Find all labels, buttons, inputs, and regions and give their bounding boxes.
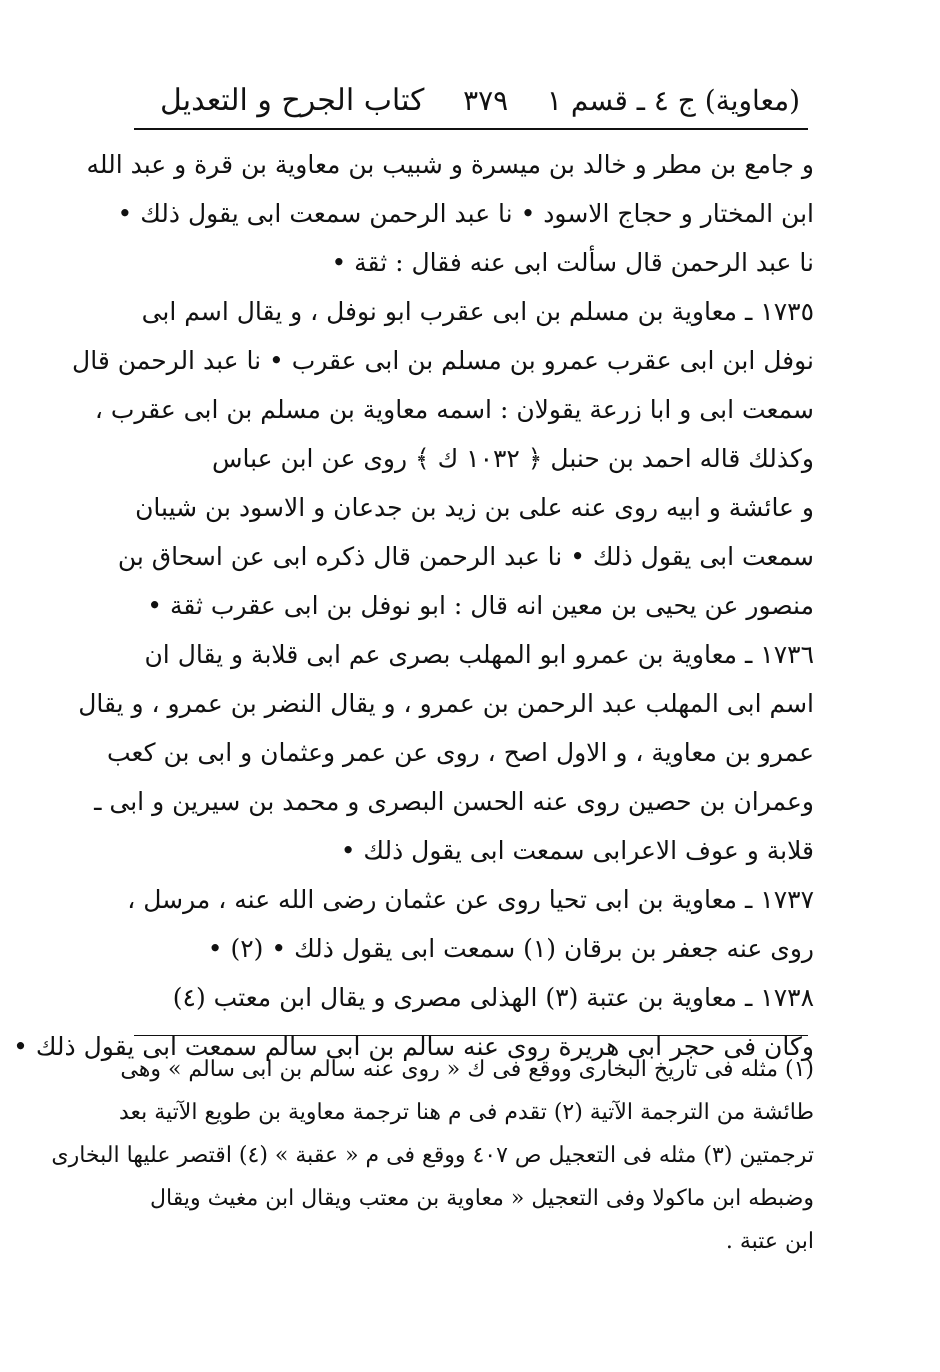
text-line: وعمران بن حصين روى عنه الحسن البصرى و محمد بن سيرين و ابى ـ bbox=[94, 787, 814, 816]
main-text bbox=[13, 140, 814, 1071]
entry-1735-start: ١٧٣٥ ـ معاوية بن مسلم بن ابى عقرب ابو نوفل ، و يقال اسم ابى bbox=[141, 297, 814, 326]
footnote-line: ترجمتين (٣) مثله فى التعجيل ص ٤٠٧ ووقع فى م « عقبة » (٤) اقتصر عليها البخارى bbox=[51, 1143, 814, 1168]
entry-1736-start: ١٧٣٦ ـ معاوية بن عمرو ابو المهلب بصرى عم ابى قلابة و يقال ان bbox=[144, 640, 814, 669]
footnote-line: ابن عتبة . bbox=[725, 1229, 814, 1254]
text-line: ابن المختار و حجاج الاسود • نا عبد الرحمن سمعت ابى يقول ذلك • bbox=[117, 199, 814, 228]
text-line: منصور عن يحيى بن معين انه قال : ابو نوفل بن ابى عقرب ثقة • bbox=[147, 591, 814, 620]
text-line: سمعت ابى يقول ذلك • نا عبد الرحمن قال ذكره ابى عن اسحاق بن bbox=[117, 542, 814, 571]
text-line: و عائشة و ابيه روى عنه على بن زيد بن جدعان و الاسود بن شيبان bbox=[135, 493, 814, 522]
text-line: و جامع بن مطر و خالد بن ميسرة و شبيب بن معاوية بن قرة و عبد الله bbox=[86, 150, 814, 179]
volume-section: (معاوية) ج ٤ ـ قسم ١ bbox=[546, 83, 800, 117]
text-line: وكان فى حجر ابى هريرة روى عنه سالم بن ابى سالم سمعت ابى يقول ذلك • bbox=[13, 1032, 814, 1061]
entry-1738-start: ١٧٣٨ ـ معاوية بن عتبة (٣) الهذلى مصرى و يقال ابن معتب (٤) bbox=[172, 983, 814, 1012]
page-number: ٣٧٩ bbox=[463, 83, 509, 117]
text-line: روى عنه جعفر بن برقان (١) سمعت ابى يقول ذلك • (٢) • bbox=[207, 934, 814, 963]
text-line: قلابة و عوف الاعرابى سمعت ابى يقول ذلك • bbox=[340, 836, 814, 865]
footnotes bbox=[51, 1048, 814, 1263]
text-line: نا عبد الرحمن قال سألت ابى عنه فقال : ثقة • bbox=[331, 248, 814, 277]
text-line: عمرو بن معاوية ، و الاول اصح ، روى عن عمر وعثمان و ابى بن كعب bbox=[107, 738, 814, 767]
text-line: اسم ابى المهلب عبد الرحمن بن عمرو ، و يقال النضر بن عمرو ، و يقال bbox=[78, 689, 814, 718]
footnote-divider bbox=[134, 1035, 808, 1036]
text-line: وكذلك قاله احمد بن حنبل ﴿ ١٠٣٢ ك ﴾ روى عن ابن عباس bbox=[212, 444, 814, 473]
footnote-line: طائشة من الترجمة الآتية (٢) تقدم فى م هنا ترجمة معاوية بن طويع الآتية بعد bbox=[118, 1100, 814, 1125]
page-header bbox=[160, 78, 800, 122]
text-line: نوفل ابن ابى عقرب عمرو بن مسلم بن ابى عقرب • نا عبد الرحمن قال bbox=[72, 346, 814, 375]
footnote-line: (١) مثله فى تاريخ البخارى ووقع فى ك « روى عنه سالم بن ابى سالم » وهى bbox=[120, 1057, 814, 1082]
entry-1737-start: ١٧٣٧ ـ معاوية بن ابى تحيا روى عن عثمان رضى الله عنه ، مرسل ، bbox=[127, 885, 814, 914]
book-title: كتاب الجرح و التعديل bbox=[160, 82, 425, 118]
header-divider bbox=[134, 128, 808, 130]
text-line: سمعت ابى و ابا زرعة يقولان : اسمه معاوية بن مسلم بن ابى عقرب ، bbox=[94, 395, 814, 424]
footnote-line: وضبطه ابن ماكولا وفى التعجيل « معاوية بن معتب ويقال ابن مغيث ويقال bbox=[150, 1186, 814, 1211]
